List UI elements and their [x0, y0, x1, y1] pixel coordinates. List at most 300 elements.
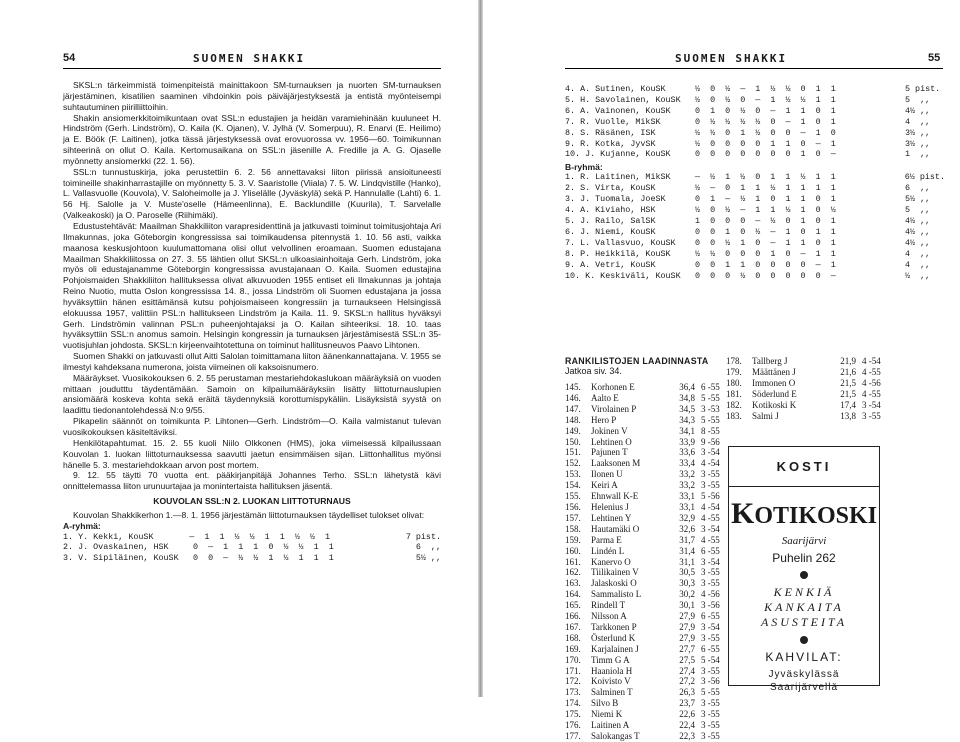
group-a-label: A-ryhmä: — [63, 520, 101, 531]
list-item — [565, 502, 730, 513]
player-total: 5 pist. — [905, 84, 941, 94]
rank-name: Jokinen V — [591, 425, 628, 436]
paragraph: 9. 12. 55 täytti 70 vuotta ent. pääkirjanpitäjä Johannes Terho. SSL:n lähetystä kävi onnittelemassa liiton urunuurtajaa ja monintertaista hallituksen jäsentä. — [63, 470, 441, 492]
player-scores: 0 0 ½ 1 0 — 1 1 0 1 — [695, 237, 836, 248]
player-name: 9. A. Vetri, KouSK — [565, 259, 656, 270]
rank-number: 183. — [726, 410, 742, 421]
rank-points: 33,2 — [679, 480, 695, 491]
ad-city: Saarijärvi — [781, 535, 827, 547]
rank-games: 3 -53 — [701, 403, 720, 414]
table-row — [565, 117, 945, 128]
player-name: 2. S. Virta, KouSK — [565, 183, 656, 194]
player-scores: ½ — 0 1 1 ½ 1 1 1 1 — [695, 183, 836, 194]
list-item — [565, 404, 730, 415]
rank-points: 27,9 — [679, 621, 695, 632]
rank-name: Rindell T — [591, 600, 626, 611]
player-scores: 0 0 0 0 0 0 0 1 0 — — [695, 149, 836, 160]
rank-games: 4 -56 — [862, 377, 881, 388]
rank-games: 4 -56 — [701, 589, 720, 600]
rank-number: 173. — [565, 687, 581, 698]
player-name: 5. J. Railo, SalSK — [565, 215, 656, 226]
table-row — [565, 84, 945, 95]
player-name: 3. V. Sipiläinen, KouSK — [63, 552, 179, 563]
rank-games: 3 -54 — [701, 621, 720, 632]
player-name: 9. R. Kotka, JyvSK — [565, 138, 656, 149]
ranking-title: RANKILISTOJEN LAADINNASTA — [565, 356, 709, 366]
rank-games: 3 -55 — [701, 469, 720, 480]
player-name: 6. A. Vainonen, KouSK — [565, 105, 671, 116]
rank-games: 6 -55 — [701, 382, 720, 392]
rank-name: Määttänen J — [752, 366, 796, 377]
list-item — [726, 356, 901, 367]
rank-number: 174. — [565, 698, 581, 709]
rank-name: Aalto E — [591, 392, 619, 403]
rank-points: 33,1 — [679, 501, 695, 512]
rank-games: 6 -55 — [701, 643, 720, 654]
rank-name: Timm G A — [591, 654, 630, 665]
player-total: 4 ,, — [905, 259, 931, 270]
rank-games: 3 -55 — [701, 665, 720, 676]
table-row — [565, 227, 945, 238]
ranking-list-continued — [726, 356, 901, 421]
rank-name: Jalaskoski O — [591, 578, 637, 589]
rank-number: 154. — [565, 480, 581, 491]
rank-number: 155. — [565, 491, 581, 502]
ranking-rows-continued — [726, 356, 901, 421]
rank-number: 160. — [565, 545, 581, 556]
list-item — [565, 535, 730, 546]
ad-slogan: ASUSTEITA — [760, 615, 848, 629]
player-name: 1. R. Laitinen, MikSK — [565, 172, 671, 183]
table-intro: Kouvolan Shakkikerhon 1.—8. 1. 1956 järjestämän liittoturnauksen täydelliset tulokset olivat: — [73, 509, 425, 520]
rank-number: 149. — [565, 425, 581, 436]
rank-points: 36,4 — [679, 382, 695, 392]
rank-name: Virolainen P — [591, 403, 637, 414]
player-total: 5½ ,, — [905, 194, 931, 205]
ad-phone: Puhelin 262 — [772, 551, 836, 565]
ad-locations — [729, 668, 879, 694]
group-a-results-left — [63, 532, 441, 564]
rank-number: 163. — [565, 578, 581, 589]
rank-name: Silvo B — [591, 698, 619, 709]
rank-name: Korhonen E — [591, 382, 635, 392]
group-a-results-right — [565, 84, 945, 160]
paragraph: Shakin ansiomerkkitoimikuntaan ovat SSL:n edustajien ja heidän varamiehinään kuuluneet H. Hindström (Gerh. Lindström), O. Kaila (K. Ojanen), V. Jylhä (V. Somerpuu), R. Enarvi (E. Heilimo) ja E. Böök (F. Laitinen), jotka tässä järjestyksessä ovat erovuorossa vv. 1956—60. Toimikunnan sihteerinä on ollut O. Kaila. Kertomusaikana on SSL:n jäsenille A. Fredille ja A. G. Ojaselle myönnetty ansiomerkki (22. 1. 56). — [63, 112, 441, 166]
rank-games: 5 -55 — [701, 392, 720, 403]
rank-name: Hautamäki O — [591, 523, 640, 534]
table-row — [565, 238, 945, 249]
list-item — [565, 437, 730, 448]
rank-name: Niemi K — [591, 709, 623, 720]
player-total: 5 ,, — [905, 205, 931, 216]
player-name: 7. L. Vallasvuo, KouSK — [565, 237, 676, 248]
rank-points: 30,1 — [679, 600, 695, 611]
paragraph: Suomen Shakki on jatkuvasti ollut Aitti Salolan toimittamana liiton äänenkannattajana. V. 1955 se ilmestyi kahdeksana numerona, joista viimeinen oli kaksoisnumero. — [63, 351, 442, 372]
article-body — [63, 80, 441, 563]
list-item — [726, 367, 901, 378]
rank-number: 167. — [565, 621, 581, 632]
rank-games: 3 -55 — [862, 410, 881, 421]
table-row — [565, 216, 945, 227]
player-scores: 0 0 0 ½ 0 0 0 0 0 — — [695, 270, 836, 281]
list-item — [565, 731, 730, 742]
player-scores: ½ 0 ½ — 1 1 ½ 1 0 ½ — [695, 205, 836, 216]
player-scores: ½ 0 ½ 0 — 1 ½ ½ 1 1 — [695, 94, 836, 105]
player-total: 6½ pist. — [904, 172, 945, 183]
list-item — [565, 382, 730, 393]
paragraph: SSL:n tunnustuskirja, joka perustettiin 6. 2. 56 annettavaksi liiton piirissä ansioituneesti toimineille shakinharrastajille on myönnetty 5. 3. V. Saaristolle (Viiala) 7. 5. W. Lindqvistille (Hanko), L. Vallasvuolle (Kouvola), V. Saloheimolle ja J. Yliselälle (Jyväskylä) sekä P. Hannulalle (Lahti) 6. 1. 56 Hj. Salolle ja V. Muste'oselle (Hämeenlinna), E. Backlundille (Kuurila), T. Sarvelalle (Valkeakoski) ja O. Paroselle (Riihimäki). — [63, 166, 441, 221]
rank-name: Tiilikainen V — [591, 567, 639, 578]
rank-points: 27,7 — [679, 643, 695, 654]
rank-name: Immonen O — [752, 377, 796, 388]
group-b-label: B-ryhmä: — [565, 162, 603, 173]
player-name: 2. J. Ovaskainen, HSK — [63, 542, 169, 553]
list-item — [565, 655, 730, 666]
rank-points: 31,7 — [679, 534, 695, 545]
table-row — [565, 183, 945, 194]
table-row — [63, 532, 441, 543]
table-row — [565, 149, 945, 160]
rank-number: 175. — [565, 709, 581, 720]
player-name: 8. P. Heikkilä, KouSK — [565, 248, 671, 259]
ad-logo-initial: K — [730, 497, 755, 530]
table-row — [565, 260, 945, 271]
rank-games: 4 -55 — [862, 388, 881, 399]
rank-number: 172. — [565, 676, 581, 687]
rank-games: 3 -56 — [701, 676, 720, 687]
ad-logo — [729, 497, 879, 531]
list-item — [565, 644, 730, 655]
player-total: 3½ ,, — [905, 138, 931, 149]
list-item — [565, 698, 730, 709]
group-b-results — [565, 172, 945, 281]
ad-slogan: KANKAITA — [764, 600, 844, 614]
rank-points: 34,8 — [679, 392, 695, 403]
list-item — [565, 557, 730, 568]
table-row — [565, 194, 945, 205]
left-header-rule — [63, 68, 441, 69]
rank-points: 31,1 — [679, 556, 695, 567]
rank-number: 166. — [565, 611, 581, 622]
list-item — [565, 491, 730, 502]
rank-games: 3 -55 — [701, 578, 720, 589]
list-item — [726, 389, 901, 400]
rank-number: 165. — [565, 600, 581, 611]
rank-points: 13,8 — [840, 410, 856, 421]
rank-games: 3 -54 — [701, 523, 720, 534]
rank-games: 5 -56 — [701, 491, 720, 502]
rank-number: 161. — [565, 556, 581, 567]
ad-location: Jyväskylässä — [768, 669, 840, 680]
rank-number: 147. — [565, 403, 581, 414]
rank-games: 4 -55 — [701, 534, 720, 545]
ad-cafes-label: KAHVILAT: — [765, 650, 843, 664]
list-item — [565, 426, 730, 437]
rank-points: 27,9 — [679, 611, 695, 622]
rank-games: 3 -55 — [701, 632, 720, 643]
rank-number: 151. — [565, 447, 581, 458]
rank-games: 3 -55 — [701, 567, 720, 578]
rank-number: 169. — [565, 643, 581, 654]
player-total: 6 ,, — [415, 542, 441, 553]
list-item — [565, 589, 730, 600]
list-item — [565, 709, 730, 720]
rank-games: 4 -55 — [862, 366, 881, 377]
player-name: 4. A. Sutinen, KouSK — [565, 84, 666, 94]
rank-points: 27,2 — [679, 676, 695, 687]
ad-top-label: KOSTI — [729, 447, 879, 487]
bullet-dot-icon — [800, 571, 808, 579]
paragraph: Pikapelin säännöt on toimikunta P. Lihtonen—Gerh. Lindström—O. Kaila valmistanut tulevan vuosikokouksen käsiteltäviksi. — [63, 416, 441, 437]
table-row — [565, 128, 945, 139]
list-item — [565, 513, 730, 524]
table-row — [565, 249, 945, 260]
player-scores: 1 0 0 0 — ½ 0 1 0 1 — [695, 215, 836, 226]
rank-name: Salokangas T — [591, 731, 640, 741]
list-item — [565, 524, 730, 535]
left-page-header: SUOMEN SHAKKI — [193, 52, 306, 65]
paragraph: Määräykset. Vuosikokouksen 6. 2. 55 perustaman mestariehdokaslukoan määräyksiä on vuoden mittaan joudutttu täydentämään. Samoin on kilpailumääräyksiin lisätty liittoturnauslupien ansiomäärä koskeva kohta sekä eräitä täydennyksiä korottumispykäliin. Lisäyksistä syystä on laadittu tiedonantolehdessä N:o 9/55. — [63, 372, 441, 416]
list-item — [565, 458, 730, 469]
rank-games: 4 -54 — [862, 356, 881, 366]
ad-location: Saarijärvellä — [769, 682, 839, 693]
rank-points: 17,4 — [840, 399, 856, 410]
rank-games: 6 -55 — [701, 611, 720, 622]
bullet-dot-icon — [800, 636, 808, 644]
rank-games: 3 -56 — [701, 600, 720, 611]
player-name: 3. J. Tuomala, JoeSK — [565, 194, 666, 205]
results-continued — [565, 84, 945, 281]
rank-points: 33,4 — [679, 458, 695, 469]
rank-name: Österlund K — [591, 632, 636, 643]
player-scores: 0 0 1 0 ½ — 1 0 1 1 — [695, 226, 836, 237]
rank-points: 33,2 — [679, 469, 695, 480]
list-item — [565, 480, 730, 491]
table-title: KOUVOLAN SSL:N 2. LUOKAN LIITTOTURNAUS — [153, 496, 351, 507]
list-item — [565, 415, 730, 426]
player-scores: 0 0 — ½ ½ 1 ½ 1 1 1 — [193, 552, 334, 563]
right-page-header: SUOMEN SHAKKI — [675, 52, 788, 65]
rank-games: 4 -54 — [701, 501, 720, 512]
rank-number: 168. — [565, 632, 581, 643]
rank-games: 3 -54 — [862, 399, 881, 410]
list-item — [565, 546, 730, 557]
table-row — [565, 172, 945, 183]
player-total: 5 ,, — [905, 94, 931, 105]
rank-number: 179. — [726, 366, 742, 377]
rank-points: 32,6 — [679, 523, 695, 534]
rank-number: 170. — [565, 654, 581, 665]
rank-name: Parma E — [591, 534, 622, 545]
rank-number: 148. — [565, 414, 581, 425]
rank-games: 3 -55 — [701, 480, 720, 491]
ad-slogan: KENKIÄ — [773, 585, 835, 599]
player-name: 7. R. Vuolle, MikSK — [565, 116, 661, 127]
rank-points: 23,7 — [679, 698, 695, 709]
rank-points: 21,5 — [840, 388, 856, 399]
list-item — [565, 469, 730, 480]
list-item — [565, 611, 730, 622]
ranking-subtitle: Jatkoa siv. 34. — [565, 366, 622, 376]
player-total: 6 ,, — [905, 183, 931, 194]
list-item — [565, 447, 730, 458]
list-item — [565, 633, 730, 644]
paragraph: SKSL:n tärkeimmistä toimenpiteistä mainittakoon SM-turnauksen ja nuorten SM-turnauksen järjestäminen, kisatilien saaminen vihdoinkin pois päiväjärjestyksestä ja entistä myönteisempi suhtautuminen piirilliittoihin. — [63, 80, 441, 112]
player-total: 1 ,, — [905, 149, 931, 160]
rank-name: Nilsson A — [591, 611, 627, 622]
rank-number: 146. — [565, 392, 581, 403]
player-total: 4½ ,, — [905, 237, 931, 248]
list-item — [565, 676, 730, 687]
player-scores: ½ ½ 0 1 ½ 0 0 — 1 0 — [695, 127, 836, 138]
ad-slogans — [729, 585, 879, 630]
rank-points: 26,3 — [679, 687, 695, 698]
rank-number: 156. — [565, 501, 581, 512]
paragraph: Henkilötapahtumat. 15. 2. 55 kuoli Niilo Olkkonen (HMS), joka viimeisessä kilpailussaan Kouvolan 1. luokan liittoturnauksessa saavutti jaetun ensimmäisen sijan. Liittonhallitus myönsi hänelle 5. 3. mestariehdokkaan arvon post mortem. — [63, 437, 441, 470]
player-scores: — ½ 1 ½ 0 1 1 ½ 1 1 — [694, 172, 836, 183]
list-item — [565, 393, 730, 404]
rank-games: 3 -55 — [701, 709, 720, 720]
rank-games: 5 -55 — [701, 414, 720, 425]
rank-points: 27,4 — [679, 665, 695, 676]
rank-name: Sammalisto L — [591, 589, 642, 600]
table-row — [565, 106, 945, 117]
player-total: 4½ ,, — [905, 226, 931, 237]
rank-number: 182. — [726, 399, 742, 410]
player-name: 1. Y. Kekki, KouSK — [63, 531, 154, 542]
ranking-rows — [565, 382, 730, 742]
player-total: 4 ,, — [905, 116, 931, 127]
rank-name: Pajunen T — [591, 447, 628, 458]
player-total: 3½ ,, — [905, 127, 931, 138]
player-scores: ½ ½ 0 0 0 1 0 — 1 1 — [695, 248, 836, 259]
rank-name: Lehtinen O — [591, 436, 632, 447]
paragraph: Edustustehtävät: Maailman Shakkiliiton varapresidenttinä ja jatkuvasti toiminut toimitusjohtaja Ari Ilmakunnas, joka Göteborgin kongressissa sai toimikaudensa pitennystä 1. 10. 56 asti, vaikka maanosa keskusjohtoon kuulumattomana olisi ollut velvollinen eroamaan. Suomen edustajana Maailman Shakkiliitossa on 27. 3. 55 lähtien ollut SKSL:n ulkoasiainhoitaja Gerh. Lindström, joka myös oli edustajanamme Göteborgin kongressissa avustajanaan O. Kaila. Suomen edustajina Pohjoismaiden Shakkiliiton hallituksessa olivat alkuvuoden 1955 entiset eli Ilmakunnas ja johtaja Reino Nuotio, mutta Oslon kongressissa 14. 8., jossa Lindström oli Suomen edustajana ja jossa hyväksyttiin hänen esittämänsä kutsu pohjoismaiseen kongressiin ja turnaukseen Helsingissä elokuussa 1957, valittiin PSL:n hallitukseen Lindström ja Kaila. 11. 9. SKSL:n hallitus hyväksyi Gerh. Lindströmin valinnan PSL:n puheenjohtajaksi ja O. Kailan sihteeriksi. 18. 10. taas hyväksyttiin SSL:n anomus samoin. Helsingin kongressin ja turnauksen järjestämisestä SSL:n 35-vuotisjuhlan johdosta. SKSL:n kirjeenvaihtotettuna on toiminut hallitusneuvos Paavo Lihtonen. — [63, 220, 441, 351]
left-page-number: 54 — [63, 52, 76, 64]
rank-name: Lindén L — [591, 545, 625, 556]
table-row — [565, 139, 945, 150]
rank-name: Salmi J — [752, 410, 779, 421]
player-total: 4½ ,, — [905, 105, 931, 116]
player-total: 5½ ,, — [415, 552, 441, 563]
player-total: 7 pist. — [405, 531, 441, 542]
rank-points: 22,6 — [679, 709, 695, 720]
player-scores: 0 1 — ½ 1 0 1 1 0 1 — [695, 194, 836, 205]
rank-number: 152. — [565, 458, 581, 469]
player-name: 5. H. Savolainen, KouSK — [565, 94, 681, 105]
rank-points: 30,2 — [679, 589, 695, 600]
ad-logo-text: OTIKOSKI — [754, 503, 878, 529]
advertisement — [728, 446, 880, 693]
rank-number: 157. — [565, 512, 581, 523]
rank-number: 150. — [565, 436, 581, 447]
rank-points: 30,5 — [679, 567, 695, 578]
list-item — [726, 411, 901, 422]
player-name: 10. K. Keskiväli, KouSK — [565, 270, 681, 281]
player-scores: — 1 1 ½ ½ 1 1 ½ ½ 1 — [189, 531, 331, 542]
list-item — [726, 400, 901, 411]
rank-number: 162. — [565, 567, 581, 578]
rank-games: 8 -55 — [701, 425, 720, 436]
right-header-rule — [565, 68, 943, 69]
list-item — [565, 567, 730, 578]
rank-name: Hero P — [591, 414, 617, 425]
player-scores: 0 1 0 ½ 0 — 1 1 0 1 — [695, 105, 836, 116]
rank-points: 33,9 — [679, 436, 695, 447]
rank-games: 3 -54 — [701, 447, 720, 458]
table-row — [565, 95, 945, 106]
table-row — [565, 271, 945, 282]
rank-games: 5 -54 — [701, 654, 720, 665]
rank-points: 22,4 — [679, 720, 695, 731]
player-name: 10. J. Kujanne, KouSK — [565, 149, 671, 160]
rank-games: 4 -55 — [701, 512, 720, 523]
player-total: ½ ,, — [905, 270, 931, 281]
rank-name: Tarkkonen P — [591, 621, 637, 632]
rank-games: 6 -55 — [701, 545, 720, 556]
rank-points: 21,5 — [840, 377, 856, 388]
rank-name: Tallberg J — [752, 356, 788, 366]
left-page — [0, 0, 480, 697]
list-item — [565, 578, 730, 589]
rank-name: Lehtinen Y — [591, 512, 632, 523]
list-item — [565, 622, 730, 633]
player-total: 4½ ,, — [905, 215, 931, 226]
rank-points: 34,3 — [679, 414, 695, 425]
rank-points: 32,9 — [679, 512, 695, 523]
rank-name: Kotikoski K — [752, 399, 797, 410]
rank-games: 3 -55 — [701, 698, 720, 709]
rank-name: Karjalainen J — [591, 643, 639, 654]
player-scores: 0 — 1 1 1 0 ½ ½ 1 1 — [193, 542, 334, 553]
rank-points: 27,9 — [679, 632, 695, 643]
table-row — [565, 205, 945, 216]
rank-number: 171. — [565, 665, 581, 676]
rank-name: Ilonen U — [591, 469, 623, 480]
rank-games: 4 -54 — [701, 458, 720, 469]
rank-number: 181. — [726, 388, 742, 399]
rank-games: 3 -54 — [701, 556, 720, 567]
rank-points: 31,4 — [679, 545, 695, 556]
player-scores: ½ 0 0 0 0 1 1 0 — 1 — [695, 138, 836, 149]
rank-number: 164. — [565, 589, 581, 600]
table-row — [63, 542, 441, 553]
player-scores: 0 ½ ½ ½ ½ 0 — 1 0 1 — [695, 116, 836, 127]
rank-points: 34,1 — [679, 425, 695, 436]
rank-points: 21,9 — [840, 356, 856, 366]
rank-number: 177. — [565, 731, 581, 741]
rank-name: Ehnwall K-E — [591, 491, 639, 502]
right-page-number: 55 — [928, 52, 941, 64]
list-item — [565, 600, 730, 611]
ranking-list-main — [565, 356, 730, 742]
list-item — [565, 666, 730, 677]
player-scores: ½ 0 ½ — 1 ½ ½ 0 1 1 — [695, 84, 836, 94]
list-item — [565, 720, 730, 731]
rank-games: 3 -55 — [701, 731, 720, 741]
rank-name: Söderlund E — [752, 388, 797, 399]
rank-name: Kanervo O — [591, 556, 631, 567]
rank-number: 176. — [565, 720, 581, 731]
rank-number: 158. — [565, 523, 581, 534]
rank-number: 145. — [565, 382, 581, 392]
rank-games: 5 -55 — [701, 687, 720, 698]
rank-name: Salminen T — [591, 687, 633, 698]
rank-name: Haaniola H — [591, 665, 633, 676]
rank-name: Koivisto V — [591, 676, 631, 687]
rank-points: 27,5 — [679, 654, 695, 665]
rank-games: 9 -56 — [701, 436, 720, 447]
